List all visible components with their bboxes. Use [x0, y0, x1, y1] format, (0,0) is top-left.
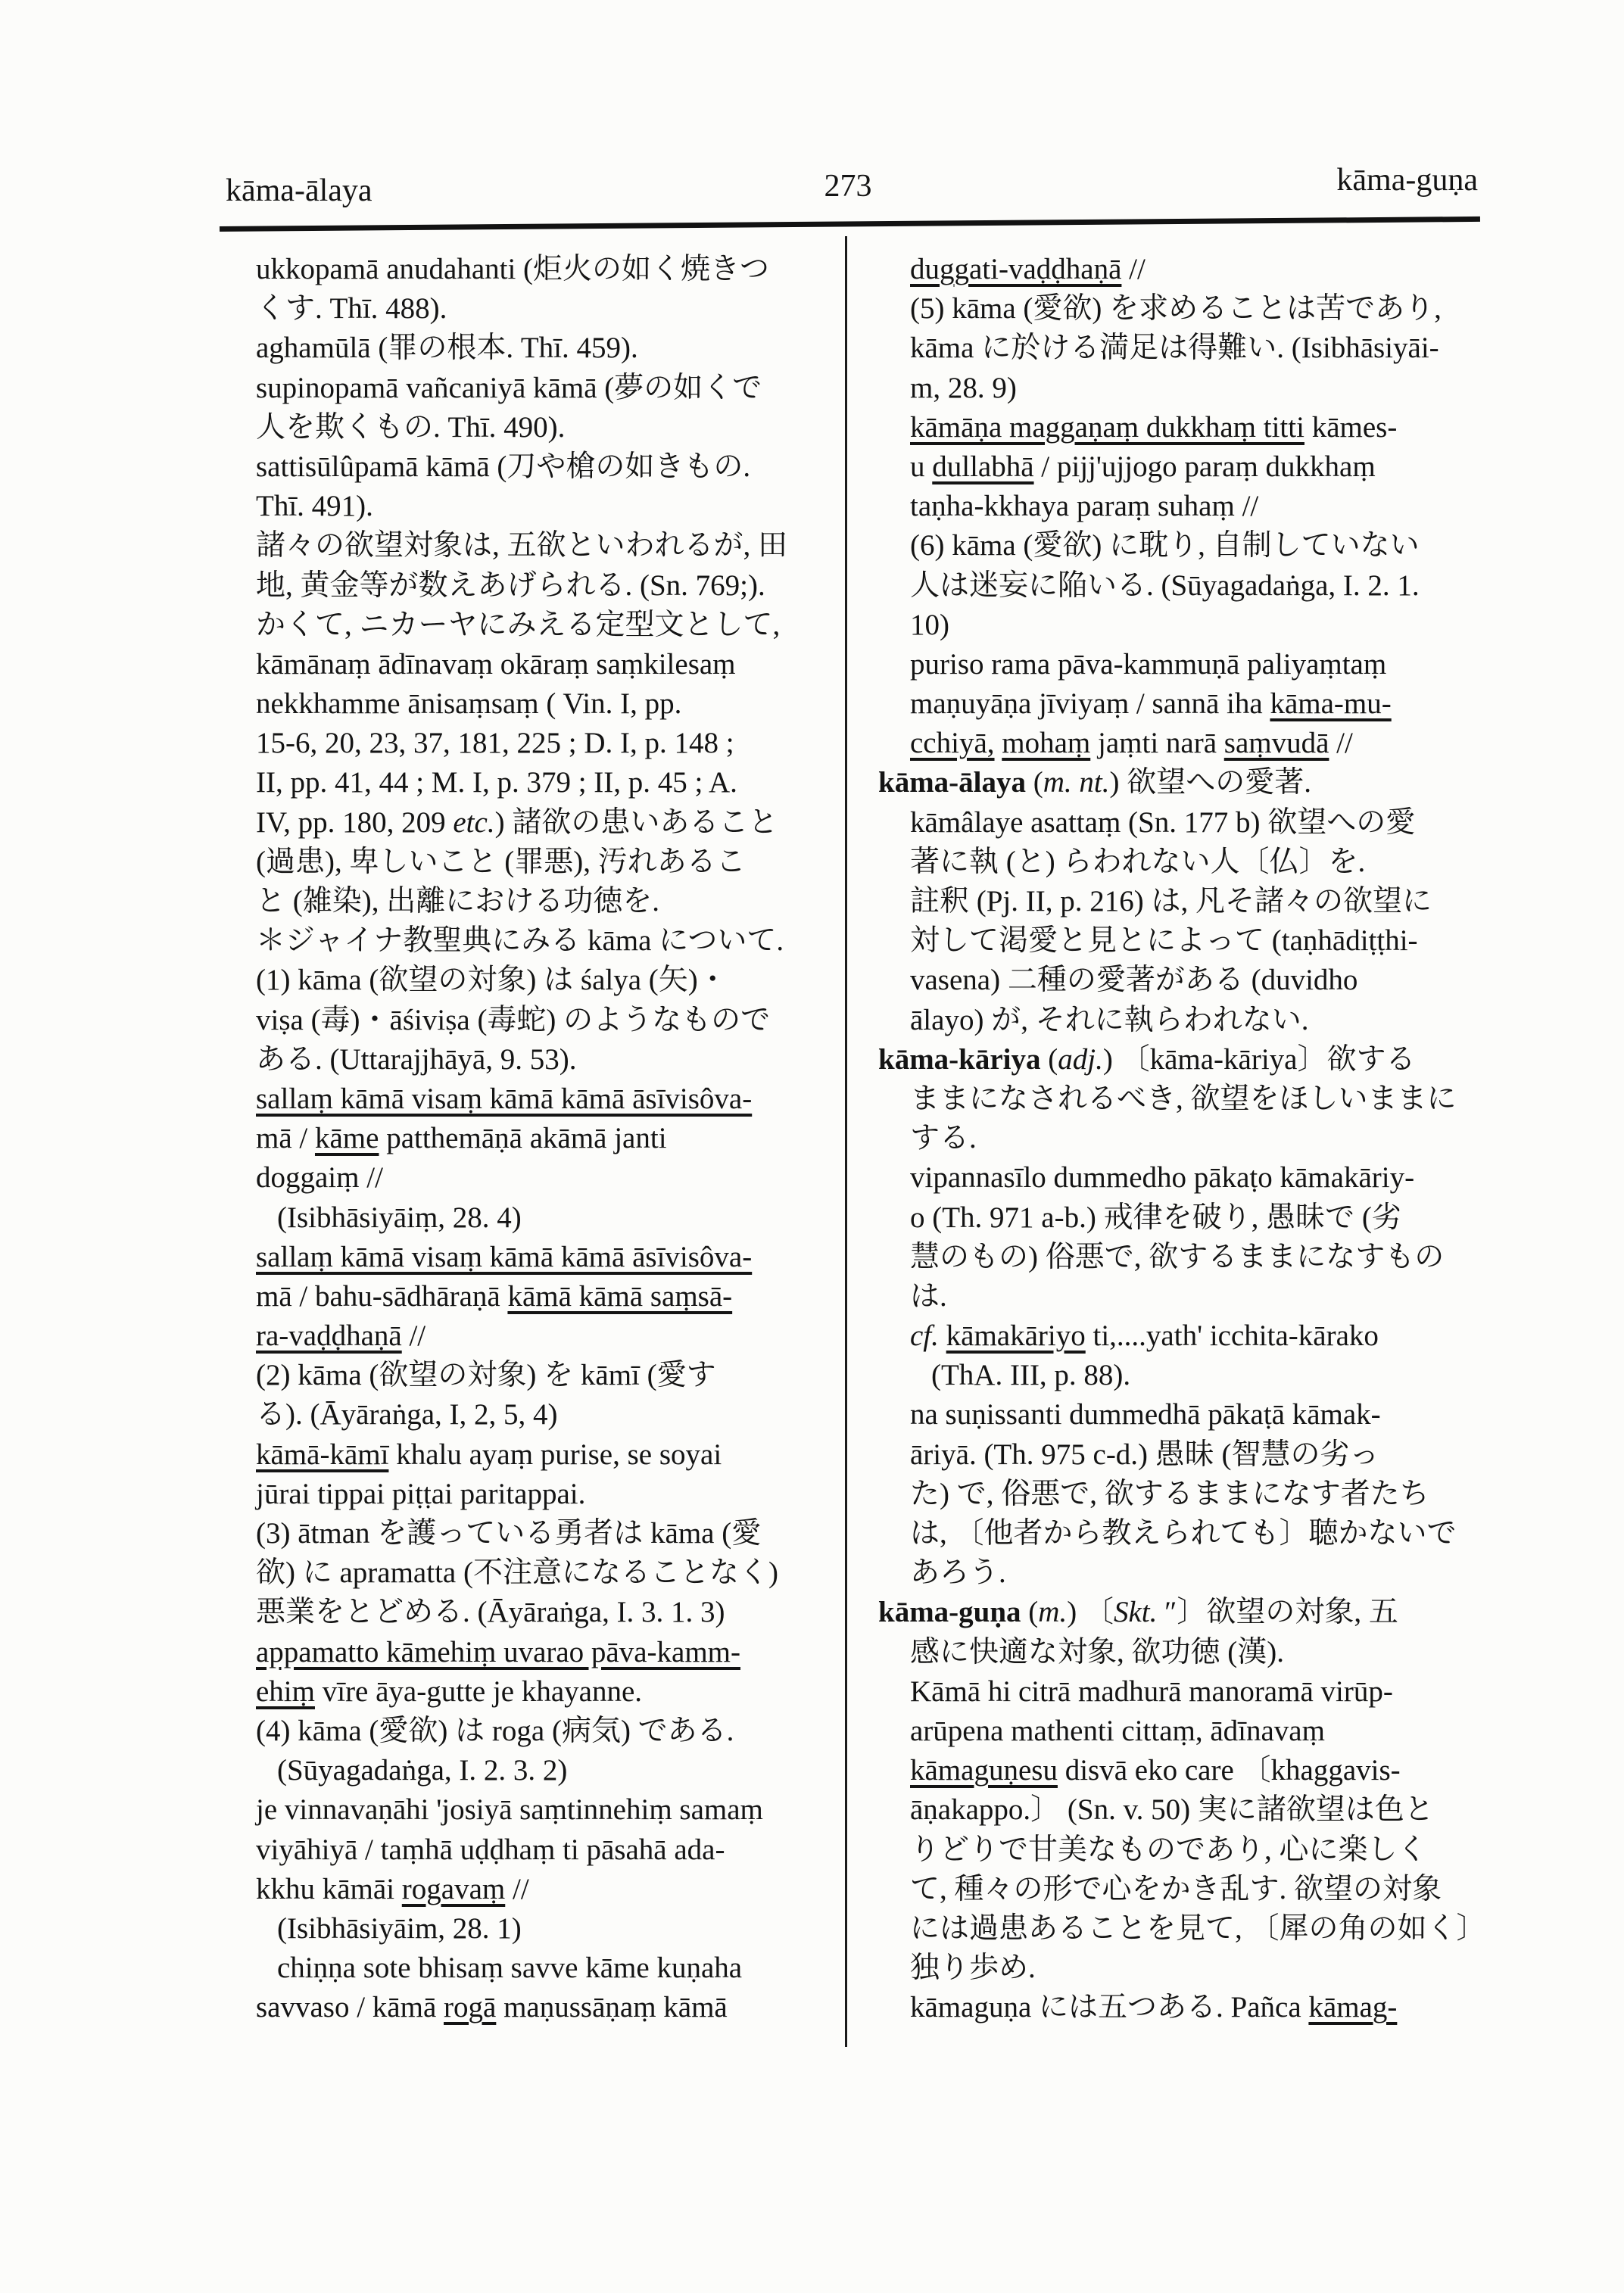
text-segment: m, 28. 9) — [910, 371, 1017, 404]
text-line — [256, 1198, 843, 1238]
text-segment: ある. (Uttarajjhāyā, 9. 53). — [256, 1042, 577, 1076]
text-segment: āṇakappo.〕 (Sn. v. 50) 実に諸欲望は色と — [910, 1793, 1434, 1827]
text-line — [256, 1514, 843, 1553]
text-segment: ＊ジャイナ教聖典にみる kāma について. — [256, 924, 784, 958]
text-segment: ālayo) が, それに執らわれない. — [910, 1003, 1309, 1036]
text-line — [878, 1356, 1480, 1395]
text-line — [256, 1316, 843, 1356]
text-segment: kāma に於ける満足は得難い. (Isibhāsiyāi- — [910, 332, 1439, 365]
text-segment: sallaṃ kāmā visaṃ kāmā kāmā āsīvisôva- — [256, 1082, 753, 1115]
text-segment: する. — [910, 1122, 977, 1155]
text-line — [878, 803, 1480, 843]
text-line — [878, 1119, 1480, 1158]
text-segment: (6) kāma (愛欲) に耽り, 自制していない — [910, 529, 1420, 562]
text-line — [256, 1238, 843, 1277]
text-segment: Thī. 491). — [256, 490, 373, 523]
page-number: 273 — [824, 169, 872, 204]
text-segment: kāma-ālaya — [878, 766, 1026, 799]
text-segment: kkhu kāmāi — [256, 1872, 402, 1905]
text-segment: 慧のもの) 俗悪で, 欲するままになすもの — [910, 1240, 1445, 1273]
text-segment: Skt. — [1113, 1596, 1158, 1629]
text-segment: savvaso / kāmā — [256, 1991, 444, 2024]
text-line — [256, 724, 843, 763]
text-line — [878, 250, 1480, 289]
text-segment: ままになされるべき, 欲望をほしいままに — [910, 1082, 1457, 1115]
text-segment: vasena) 二種の愛著がある (duvidho — [910, 964, 1358, 997]
text-line — [878, 1514, 1480, 1553]
text-line — [256, 369, 843, 408]
text-segment: duggati-vaḍḍhaṇā — [910, 253, 1122, 285]
text-segment: // — [1121, 253, 1146, 285]
text-segment: る). (Āyāraṅga, I, 2, 5, 4) — [256, 1398, 558, 1432]
text-segment: kāme — [314, 1122, 379, 1155]
text-segment: くす. Thī. 488). — [256, 292, 447, 326]
text-segment: ti,....yath' icchita-kārako — [1085, 1319, 1379, 1353]
text-line — [878, 961, 1480, 1000]
text-segment: ) 〔 — [1067, 1596, 1114, 1629]
text-segment: 人は迷妄に陥いる. (Sūyagadaṅga, I. 2. 1. — [910, 569, 1420, 602]
text-line — [878, 1909, 1486, 1949]
text-line — [256, 1040, 843, 1080]
text-segment: khalu ayaṃ purise, se soyai — [388, 1438, 722, 1471]
text-line — [256, 1080, 843, 1119]
text-line — [878, 289, 1480, 329]
text-segment: appamatto kāmehiṃ uvarao pāva-kamm- — [256, 1635, 740, 1668]
text-line — [256, 606, 843, 645]
column-divider — [845, 236, 847, 2047]
text-segment: II, pp. 41, 44 ; M. I, p. 379 ; II, p. 45 ; A. — [256, 766, 737, 799]
text-line — [878, 1435, 1480, 1475]
text-segment: には過患あることを見て, 〔犀の角の如く〕 — [910, 1911, 1486, 1945]
text-segment: chiṇṇa sote bhisaṃ savve kāme kuṇaha — [277, 1952, 743, 1985]
text-line — [256, 684, 843, 724]
text-segment: supinopamā vañcaniyā kāmā (夢の如くで — [256, 371, 762, 404]
text-segment: viṣa (毒)・āśiviṣa (毒蛇) のようなもので — [256, 1003, 771, 1036]
text-segment: ukkopamā anudahanti (炬火の如く焼きつ — [256, 253, 770, 285]
text-line — [878, 1080, 1480, 1119]
text-line — [256, 763, 843, 802]
text-line — [878, 1395, 1480, 1435]
text-segment: (2) kāma (欲望の対象) を kāmī (愛す — [256, 1359, 716, 1392]
text-segment: maṇussāṇaṃ kāmā — [496, 1991, 728, 2024]
text-segment: ) 〔kāma-kāriya〕欲する — [1102, 1042, 1416, 1076]
text-segment: は. — [910, 1279, 947, 1313]
text-segment: ra-vaḍḍhaṇā — [256, 1319, 402, 1353]
text-segment: // — [1329, 727, 1353, 760]
text-line — [256, 882, 843, 921]
text-segment: ( — [1026, 766, 1043, 799]
text-line — [256, 1633, 843, 1672]
text-line — [256, 961, 843, 1000]
text-segment: kāmānaṃ ādīnavaṃ okāraṃ saṃkilesaṃ — [256, 647, 736, 681]
text-segment: cchiyā, — [910, 727, 995, 760]
text-segment: saṃvudā — [1223, 727, 1329, 760]
text-line — [256, 1277, 843, 1316]
text-segment: jaṃti narā — [1090, 727, 1224, 760]
text-segment: と (雑染), 出離における功徳を. — [256, 885, 659, 918]
text-segment: kāmā-kāmī — [256, 1438, 389, 1471]
text-line — [256, 250, 843, 289]
text-segment: jūrai tippai piṭṭai paritappai. — [256, 1477, 586, 1510]
header-right-headword: kāma-guṇa — [1336, 163, 1478, 198]
text-segment: m. nt. — [1043, 766, 1110, 799]
text-line — [256, 1988, 843, 2027]
text-segment: ( — [1040, 1042, 1058, 1076]
text-line — [256, 1870, 843, 1909]
text-segment: rogavaṃ — [401, 1872, 506, 1905]
text-segment: dullabhā — [932, 450, 1034, 483]
text-line — [878, 1316, 1480, 1356]
text-line — [256, 447, 843, 487]
text-line — [256, 843, 843, 882]
text-line — [878, 1949, 1480, 1988]
text-segment: (3) ātman を護っている勇者は kāma (愛 — [256, 1517, 762, 1550]
text-segment: // — [401, 1319, 426, 1353]
text-segment: ( — [1021, 1596, 1039, 1629]
text-line — [878, 526, 1480, 565]
text-line — [878, 606, 1480, 645]
text-segment: kāmes- — [1304, 410, 1398, 444]
text-line — [878, 1158, 1480, 1198]
text-line — [878, 369, 1480, 408]
text-segment — [939, 1319, 946, 1352]
text-line — [878, 724, 1480, 763]
text-line — [256, 1712, 843, 1751]
text-segment: kāmâlaye asattaṃ (Sn. 177 b) 欲望への愛 — [910, 805, 1416, 839]
text-segment: 人を欺くもの. Thī. 490). — [256, 410, 566, 444]
text-line — [878, 1672, 1480, 1712]
text-line — [878, 1238, 1480, 1277]
text-line — [878, 566, 1480, 606]
text-line — [256, 1553, 843, 1593]
text-segment: vipannasīlo dummedho pākaṭo kāmakāriy- — [910, 1161, 1415, 1195]
text-segment: 欲) に apramatta (不注意になることなく) — [256, 1556, 778, 1590]
text-segment: maṇuyāṇa jīviyaṃ / sannā iha — [910, 687, 1270, 721]
text-segment: は, 〔他者から教えられても〕聴かないで — [910, 1517, 1457, 1550]
text-segment: ) 欲望への愛著. — [1109, 766, 1311, 799]
text-segment: je vinnavaṇāhi 'josiyā saṃtinnehiṃ samaṃ — [256, 1793, 763, 1827]
left-column — [256, 250, 843, 2027]
text-segment: た) で, 俗悪で, 欲するままになす者たち — [910, 1477, 1429, 1510]
text-segment: 著に執 (と) らわれない人〔仏〕を. — [910, 845, 1366, 878]
text-line — [256, 1475, 843, 1514]
text-line — [878, 1633, 1480, 1672]
text-line — [256, 645, 843, 684]
text-segment: m. — [1038, 1596, 1068, 1629]
text-segment: 15-6, 20, 23, 37, 181, 225 ; D. I, p. 148 ; — [256, 727, 734, 760]
text-segment: vīre āya-gutte je khayanne. — [314, 1675, 643, 1708]
text-segment: 註釈 (Pj. II, p. 216) は, 凡そ諸々の欲望に — [910, 885, 1432, 918]
text-line — [256, 566, 843, 606]
text-line — [878, 1001, 1480, 1040]
text-segment — [995, 727, 1002, 759]
text-line — [256, 487, 843, 526]
text-line — [256, 1395, 843, 1435]
text-segment: 諸々の欲望対象は, 五欲といわれるが, 田 — [256, 529, 788, 562]
text-segment: kāma-guṇa — [878, 1596, 1021, 1629]
text-line — [256, 329, 843, 368]
text-line — [878, 1198, 1480, 1238]
text-line — [878, 843, 1480, 882]
text-line — [878, 921, 1480, 961]
text-segment: doggaiṃ // — [256, 1161, 383, 1195]
text-line — [878, 1040, 1480, 1080]
text-segment: āriyā. (Th. 975 c-d.) 愚昧 (智慧の劣っ — [910, 1438, 1379, 1471]
text-segment: sattisūlûpamā kāmā (刀や槍の如きもの. — [256, 450, 751, 483]
text-segment: disvā eko care 〔khaggavis- — [1057, 1754, 1401, 1787]
text-segment: (過患), 卑しいこと (罪悪), 汚れあるこ — [256, 845, 746, 878]
text-segment: patthemāṇā akāmā janti — [379, 1122, 667, 1155]
text-segment: かくて, ニカーヤにみえる定型文として, — [256, 608, 781, 641]
text-line — [878, 1593, 1480, 1632]
text-line — [256, 408, 843, 447]
text-segment: (5) kāma (愛欲) を求めることは苦であり, — [910, 292, 1442, 326]
text-line — [878, 487, 1480, 526]
text-segment: o (Th. 971 a-b.) 戒律を破り, 愚昧で (劣 — [910, 1201, 1401, 1234]
text-line — [256, 1593, 843, 1632]
text-segment: kāmāṇa maggaṇaṃ dukkhaṃ titti — [910, 410, 1304, 444]
text-line — [256, 1158, 843, 1198]
text-line — [878, 408, 1480, 447]
text-line — [878, 1553, 1480, 1593]
text-line — [256, 1356, 843, 1395]
text-segment: u — [910, 450, 933, 483]
text-segment: 対して渇愛と見とによって (taṇhādiṭṭhi- — [910, 924, 1418, 958]
text-segment: puriso rama pāva-kammuṇā paliyaṃtaṃ — [910, 647, 1387, 681]
text-segment: あろう. — [910, 1556, 1006, 1590]
text-line — [256, 1751, 843, 1790]
text-line — [878, 329, 1480, 368]
text-line — [256, 1672, 843, 1712]
text-segment: ″〕欲望の対象, 五 — [1157, 1596, 1398, 1629]
text-segment: mohaṃ — [1002, 727, 1091, 760]
text-segment: ehiṃ — [256, 1675, 315, 1708]
text-segment: taṇha-kkhaya paraṃ suhaṃ // — [910, 490, 1259, 523]
text-segment: // — [505, 1872, 529, 1905]
text-segment: arūpena mathenti cittaṃ, ādīnavaṃ — [910, 1714, 1325, 1747]
text-line — [878, 1751, 1480, 1790]
text-line — [878, 1988, 1480, 2027]
text-segment: kāmā kāmā saṃsā- — [507, 1279, 733, 1313]
header-rule — [220, 217, 1480, 232]
text-segment: sallaṃ kāmā visaṃ kāmā kāmā āsīvisôva- — [256, 1240, 753, 1273]
text-line — [256, 803, 843, 843]
text-segment: 感に快適な対象, 欲功徳 (漢). — [910, 1635, 1284, 1668]
text-segment: kāmaguṇesu — [910, 1754, 1058, 1787]
text-segment: aghamūlā (罪の根本. Thī. 459). — [256, 332, 638, 365]
text-line — [256, 1119, 843, 1158]
text-segment: (Isibhāsiyāiṃ, 28. 4) — [277, 1201, 522, 1234]
text-segment: kāma-kāriya — [878, 1042, 1041, 1076]
text-segment: mā / bahu-sādhāraṇā — [256, 1279, 508, 1313]
text-line — [878, 1712, 1480, 1751]
text-line — [256, 1949, 843, 1988]
text-line — [878, 447, 1480, 487]
text-line — [878, 1870, 1480, 1909]
text-segment: (Isibhāsiyāim, 28. 1) — [277, 1911, 522, 1945]
text-line — [256, 1790, 843, 1830]
text-segment: ) 諸欲の患いあること — [494, 805, 778, 839]
text-segment: IV, pp. 180, 209 — [256, 805, 454, 839]
text-segment: etc. — [453, 805, 495, 839]
text-line — [878, 1830, 1480, 1870]
text-segment: kāmakāriyo — [946, 1319, 1086, 1353]
text-segment: mā / — [256, 1122, 315, 1155]
text-line — [878, 684, 1480, 724]
text-line — [878, 763, 1480, 802]
text-segment: (1) kāma (欲望の対象) は śalya (矢)・ — [256, 964, 728, 997]
text-segment: 10) — [910, 608, 949, 641]
text-line — [878, 882, 1480, 921]
header-left-headword: kāma-ālaya — [226, 173, 372, 208]
text-segment: kāmag- — [1308, 1991, 1398, 2024]
text-segment: kāma-mu- — [1270, 687, 1392, 721]
text-line — [256, 1435, 843, 1475]
text-segment: (ThA. III, p. 88). — [931, 1359, 1131, 1392]
text-line — [256, 1909, 843, 1949]
text-line — [256, 1001, 843, 1040]
text-line — [256, 289, 843, 329]
text-line — [256, 526, 843, 565]
text-segment: Kāmā hi citrā madhurā manoramā virūp- — [910, 1675, 1393, 1708]
text-line — [878, 1277, 1480, 1316]
text-segment: adj. — [1058, 1042, 1103, 1076]
text-segment: (4) kāma (愛欲) は roga (病気) である. — [256, 1714, 734, 1747]
text-segment: 独り歩め. — [910, 1952, 1036, 1985]
text-segment: na suṇissanti dummedhā pākaṭā kāmak- — [910, 1398, 1381, 1432]
text-line — [878, 1475, 1480, 1514]
text-segment: りどりで甘美なものであり, 心に楽しく — [910, 1833, 1427, 1866]
text-segment: 悪業をとどめる. (Āyāraṅga, I. 3. 1. 3) — [256, 1596, 725, 1629]
text-line — [878, 1790, 1480, 1830]
text-segment: 地, 黄金等が数えあげられる. (Sn. 769;). — [256, 569, 765, 602]
text-line — [256, 921, 843, 961]
text-segment: cf. — [910, 1319, 939, 1353]
text-segment: nekkhamme ānisaṃsaṃ ( Vin. I, pp. — [256, 687, 682, 721]
text-line — [878, 645, 1480, 684]
text-segment: て, 種々の形で心をかき乱す. 欲望の対象 — [910, 1872, 1442, 1905]
text-segment: / pijj'ujjogo paraṃ dukkhaṃ — [1033, 450, 1376, 483]
text-segment: rogā — [444, 1991, 497, 2024]
text-line — [256, 1830, 843, 1870]
text-segment: kāmaguṇa には五つある. Pañca — [910, 1991, 1309, 2024]
text-segment: (Sūyagadaṅga, I. 2. 3. 2) — [277, 1754, 568, 1787]
right-column — [878, 250, 1486, 2027]
text-segment: viyāhiyā / taṃhā uḍḍhaṃ ti pāsahā ada- — [256, 1833, 725, 1866]
